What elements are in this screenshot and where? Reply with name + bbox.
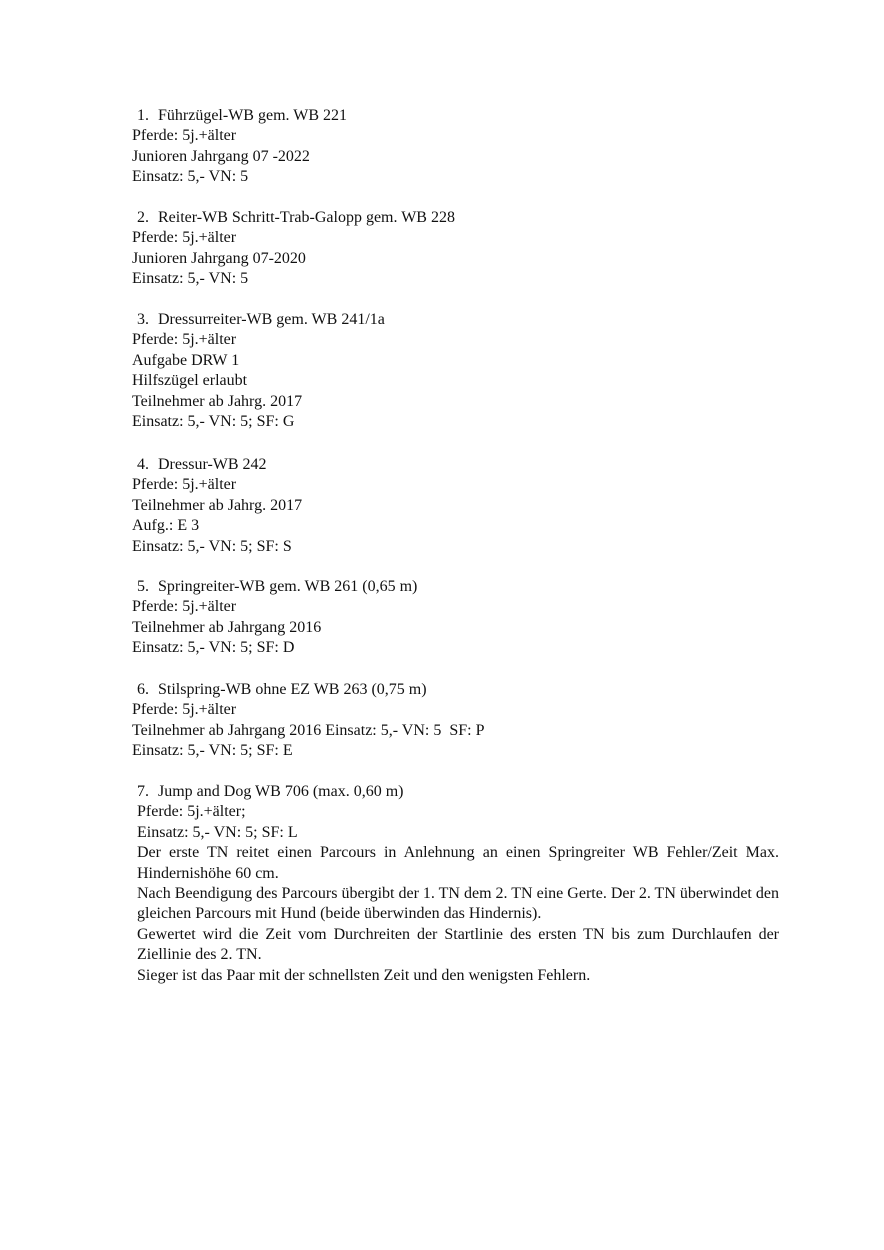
entry-line-horses: Pferde: 5j.+älter	[132, 598, 237, 616]
competition-entry-1	[132, 106, 792, 188]
entry-number: 6.	[137, 681, 149, 698]
entry-line-fee: Einsatz: 5,- VN: 5; SF: L	[137, 823, 298, 841]
entry-line-test: Aufgabe DRW 1	[132, 351, 240, 369]
description-paragraph-3: Gewertet wird die Zeit vom Durchreiten der Startlinie des ersten TN bis zum Durchlaufen der Ziellinie des 2. TN.	[137, 925, 779, 964]
entry-line-horses: Pferde: 5j.+älter	[132, 476, 237, 494]
entry-line-fee: Einsatz: 5,- VN: 5	[132, 270, 249, 288]
entry-line-participants: Teilnehmer ab Jahrg. 2017	[132, 392, 303, 410]
competition-entry-4	[132, 455, 792, 557]
entry-line-horses: Pferde: 5j.+älter;	[137, 803, 246, 821]
competition-entry-5	[132, 577, 792, 659]
entry-number: 4.	[137, 456, 149, 473]
entry-title	[132, 680, 792, 700]
entry-line-participants: Teilnehmer ab Jahrgang 2016	[132, 618, 322, 636]
entry-line-participants: Junioren Jahrgang 07 -2022	[132, 147, 310, 165]
entry-title	[132, 106, 792, 126]
entry-title	[132, 455, 792, 475]
competition-entry-6	[132, 680, 792, 762]
entry-line-fee: Einsatz: 5,- VN: 5; SF: G	[132, 413, 295, 431]
entry-line-horses: Pferde: 5j.+älter	[132, 331, 237, 349]
entry-line-horses: Pferde: 5j.+älter	[132, 229, 237, 247]
entry-title-text: Jump and Dog WB 706 (max. 0,60 m)	[158, 783, 404, 800]
description-paragraph-4: Sieger ist das Paar mit der schnellsten Zeit und den wenigsten Fehlern.	[137, 966, 591, 984]
entry-line-fee: Einsatz: 5,- VN: 5	[132, 168, 249, 186]
entry-line-fee: Einsatz: 5,- VN: 5; SF: S	[132, 537, 292, 555]
entry-description	[132, 843, 779, 986]
entry-line-horses: Pferde: 5j.+älter	[132, 701, 237, 719]
entry-title	[132, 208, 792, 228]
competition-entry-2	[132, 208, 792, 290]
description-paragraph-1: Der erste TN reitet einen Parcours in Anlehnung an einen Springreiter WB Fehler/Zeit Max. Hindernishöhe 60 cm.	[137, 844, 779, 882]
entry-number: 3.	[137, 311, 149, 328]
entry-number: 1.	[137, 107, 149, 124]
description-paragraph-2: Nach Beendigung des Parcours übergibt der 1. TN dem 2. TN eine Gerte. Der 2. TN überwindet den gleichen Parcours mit Hund (beide überwinden das Hindernis).	[137, 885, 779, 923]
entry-title-text: Führzügel-WB gem. WB 221	[158, 107, 348, 124]
entry-title	[132, 782, 792, 802]
entry-number: 2.	[137, 209, 149, 226]
entry-line-aids: Hilfszügel erlaubt	[132, 372, 248, 390]
entry-title-text: Reiter-WB Schritt-Trab-Galopp gem. WB 228	[158, 209, 455, 226]
entry-line-test: Aufg.: E 3	[132, 517, 200, 535]
entry-number: 7.	[137, 783, 149, 800]
competition-entry-3	[132, 310, 792, 432]
entry-title	[132, 310, 792, 330]
entry-line-participants: Teilnehmer ab Jahrgang 2016 Einsatz: 5,- VN: 5 SF: P	[132, 721, 485, 739]
entry-line-horses: Pferde: 5j.+älter	[132, 127, 237, 145]
entry-line-fee: Einsatz: 5,- VN: 5; SF: D	[132, 639, 295, 657]
entry-title-text: Springreiter-WB gem. WB 261 (0,65 m)	[158, 578, 418, 595]
entry-line-participants: Teilnehmer ab Jahrg. 2017	[132, 496, 303, 514]
entry-line-participants: Junioren Jahrgang 07-2020	[132, 249, 306, 267]
entry-title	[132, 577, 792, 597]
entry-line-fee: Einsatz: 5,- VN: 5; SF: E	[132, 742, 293, 760]
entry-title-text: Dressurreiter-WB gem. WB 241/1a	[158, 311, 385, 328]
entry-number: 5.	[137, 578, 149, 595]
entry-title-text: Dressur-WB 242	[158, 456, 267, 473]
competition-entry-7	[132, 782, 792, 986]
entry-title-text: Stilspring-WB ohne EZ WB 263 (0,75 m)	[158, 681, 427, 698]
